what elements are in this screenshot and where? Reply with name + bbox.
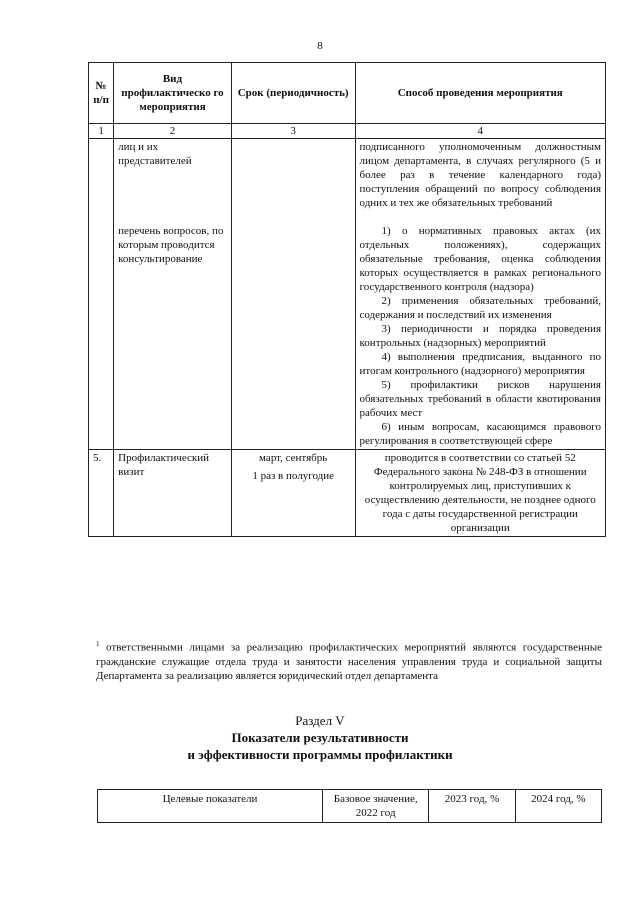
type-text-b: перечень вопросов, по которым проводится консультирование [118, 225, 224, 265]
table-header-row [89, 63, 606, 124]
method-item: 3) периодичности и порядка проведения контрольных (надзорных) мероприятий [359, 323, 601, 349]
events-table [88, 62, 606, 537]
method-item: 2) применения обязательных требований, содержания и последствий их изменения [359, 295, 601, 321]
method-item: 4) выполнения предписания, выданного по итогам контрольного (надзорного) мероприятия [359, 351, 601, 377]
table-row [89, 450, 606, 537]
section-title-line2: и эффективности программы профилактики [187, 747, 453, 762]
method-item: 5) профилактики рисков нарушения обязательных требований в области квотирования рабочих мест [359, 379, 601, 419]
cell-term [231, 139, 355, 450]
indicators-header: Базовое значение, 2022 год [323, 790, 429, 823]
cell-num: 5. [89, 450, 114, 537]
cell-term [231, 450, 355, 537]
col-number: 3 [231, 124, 355, 139]
cell-method: проводится в соответствии со статьей 52 Федерального закона № 248-ФЗ в отношении контролируемых лиц, приступивших к осуществлению деятельности, не позднее одного года с даты государственной регистрации организации [355, 450, 605, 537]
method-item: 6) иным вопросам, касающимся правового регулирования в соответствующей сфере [359, 421, 601, 447]
header-type: Вид профилактическо го мероприятия [114, 63, 232, 124]
footnote [96, 637, 602, 683]
type-text-a: лиц и их представителей [118, 141, 192, 167]
cell-type [114, 139, 232, 450]
page-number: 8 [317, 40, 323, 52]
indicators-header: 2023 год, % [429, 790, 515, 823]
method-intro: подписанного уполномоченным должностным лицом департамента, в случаях регулярного (5 и более раз в течение календарного года) поступления обращений по вопросу соблюдения одних и тех же обязательных требований [359, 141, 601, 209]
indicators-table [97, 789, 602, 823]
col-number: 2 [114, 124, 232, 139]
indicators-header: 2024 год, % [515, 790, 601, 823]
indicators-header: Целевые показатели [98, 790, 323, 823]
header-method: Способ проведения мероприятия [355, 63, 605, 124]
cell-method [355, 139, 605, 450]
header-term: Срок (периодичность) [231, 63, 355, 124]
cell-type: Профилактический визит [114, 450, 232, 537]
method-item: 1) о нормативных правовых актах (их отдельных положениях), содержащих обязательные требования, оценка соблюдения которых осуществляется в рамках регионального государственного контроля (надзора) [359, 225, 601, 293]
indicators-header-row [98, 790, 602, 823]
header-num: № п/п [89, 63, 114, 124]
footnote-mark: 1 [96, 640, 100, 648]
section-label: Раздел V [295, 713, 345, 728]
term-months: март, сентябрь [259, 452, 328, 464]
col-number: 4 [355, 124, 605, 139]
footnote-text: ответственными лицами за реализацию профилактических мероприятий являются государственные гражданские служащие отдела труда и занятости населения управления труда и социальной защиты Департамента за реализацию является юридический отдел департамента [96, 641, 602, 682]
section-title-line1: Показатели результативности [231, 730, 409, 745]
column-numbers-row [89, 124, 606, 139]
cell-num [89, 139, 114, 450]
term-frequency: 1 раз в полугодие [252, 470, 335, 482]
section-heading [0, 712, 640, 763]
col-number: 1 [89, 124, 114, 139]
table-row [89, 139, 606, 450]
